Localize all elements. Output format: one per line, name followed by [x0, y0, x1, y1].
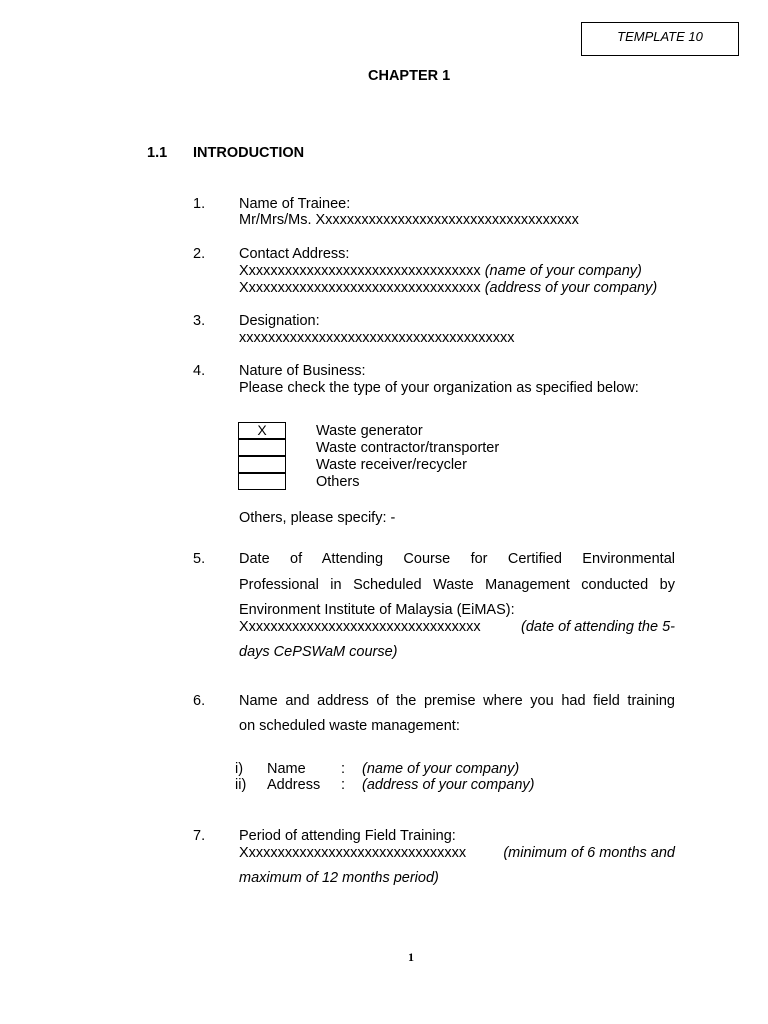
checkbox-waste-generator[interactable]: X [238, 422, 286, 439]
premise-text: on scheduled waste management: [239, 718, 460, 734]
company-address-hint: (address of your company) [484, 280, 658, 296]
item-number: 6. [193, 693, 206, 709]
item-number: 7. [193, 828, 206, 844]
course-date-text: Date of Attending Course for Certified Environmental [239, 551, 675, 567]
premise-row-sep: : [341, 777, 346, 793]
nature-of-business-instruction: Please check the type of your organization as specified below: [239, 380, 639, 396]
course-date-text: Professional in Scheduled Waste Management conducted by [239, 577, 675, 593]
course-date-text: Environment Institute of Malaysia (EiMAS): [239, 602, 515, 618]
field-training-period-hint-cont: maximum of 12 months period) [239, 870, 439, 886]
course-date-hint-cont: days CePSWaM course) [239, 644, 398, 660]
premise-address-hint: (address of your company) [362, 777, 535, 793]
item-number: 4. [193, 363, 206, 379]
company-address-value: Xxxxxxxxxxxxxxxxxxxxxxxxxxxxxxxxx [239, 280, 481, 296]
checkbox-waste-receiver[interactable] [238, 456, 286, 473]
contact-address-label: Contact Address: [239, 246, 350, 262]
option-label: Waste contractor/transporter [316, 440, 500, 456]
company-name-hint: (name of your company) [484, 263, 642, 279]
field-training-period-hint: (minimum of 6 months and [503, 845, 675, 861]
item-number: 1. [193, 196, 206, 212]
premise-row-field: Address [267, 777, 321, 793]
course-date-hint: (date of attending the 5- [521, 619, 675, 635]
field-training-period-line [239, 845, 675, 861]
item-number: 2. [193, 246, 206, 262]
section-number: 1.1 [147, 145, 168, 161]
company-name-value: Xxxxxxxxxxxxxxxxxxxxxxxxxxxxxxxxx [239, 263, 481, 279]
course-date-line [239, 619, 675, 635]
template-label: TEMPLATE 10 [581, 22, 739, 56]
nature-of-business-label: Nature of Business: [239, 363, 366, 379]
checkbox-waste-contractor[interactable] [238, 439, 286, 456]
premise-row-roman: i) [235, 761, 244, 777]
premise-row-roman: ii) [235, 777, 247, 793]
option-label: Waste receiver/recycler [316, 457, 467, 473]
trainee-name-value: Mr/Mrs/Ms. Xxxxxxxxxxxxxxxxxxxxxxxxxxxxxxxxxxxx [239, 212, 579, 228]
field-training-period-label: Period of attending Field Training: [239, 828, 456, 844]
trainee-name-label: Name of Trainee: [239, 196, 351, 212]
premise-name-hint: (name of your company) [362, 761, 520, 777]
item-number: 5. [193, 551, 206, 567]
option-label: Others [316, 474, 360, 490]
premise-text: Name and address of the premise where you had field training [239, 693, 675, 709]
others-specify-label: Others, please specify: - [239, 510, 396, 526]
premise-row-sep: : [341, 761, 346, 777]
field-training-period-value: Xxxxxxxxxxxxxxxxxxxxxxxxxxxxxxx [239, 845, 467, 861]
section-title: INTRODUCTION [193, 145, 305, 161]
option-label: Waste generator [316, 423, 423, 439]
designation-label: Designation: [239, 313, 320, 329]
premise-row-field: Name [267, 761, 306, 777]
contact-address-line1 [239, 263, 642, 279]
checkbox-others[interactable] [238, 473, 286, 490]
page-number: 1 [408, 950, 414, 964]
designation-value: xxxxxxxxxxxxxxxxxxxxxxxxxxxxxxxxxxxxxx [239, 330, 515, 346]
chapter-title: CHAPTER 1 [368, 68, 451, 84]
course-date-value: Xxxxxxxxxxxxxxxxxxxxxxxxxxxxxxxxx [239, 619, 481, 635]
contact-address-line2 [239, 280, 657, 296]
item-number: 3. [193, 313, 206, 329]
